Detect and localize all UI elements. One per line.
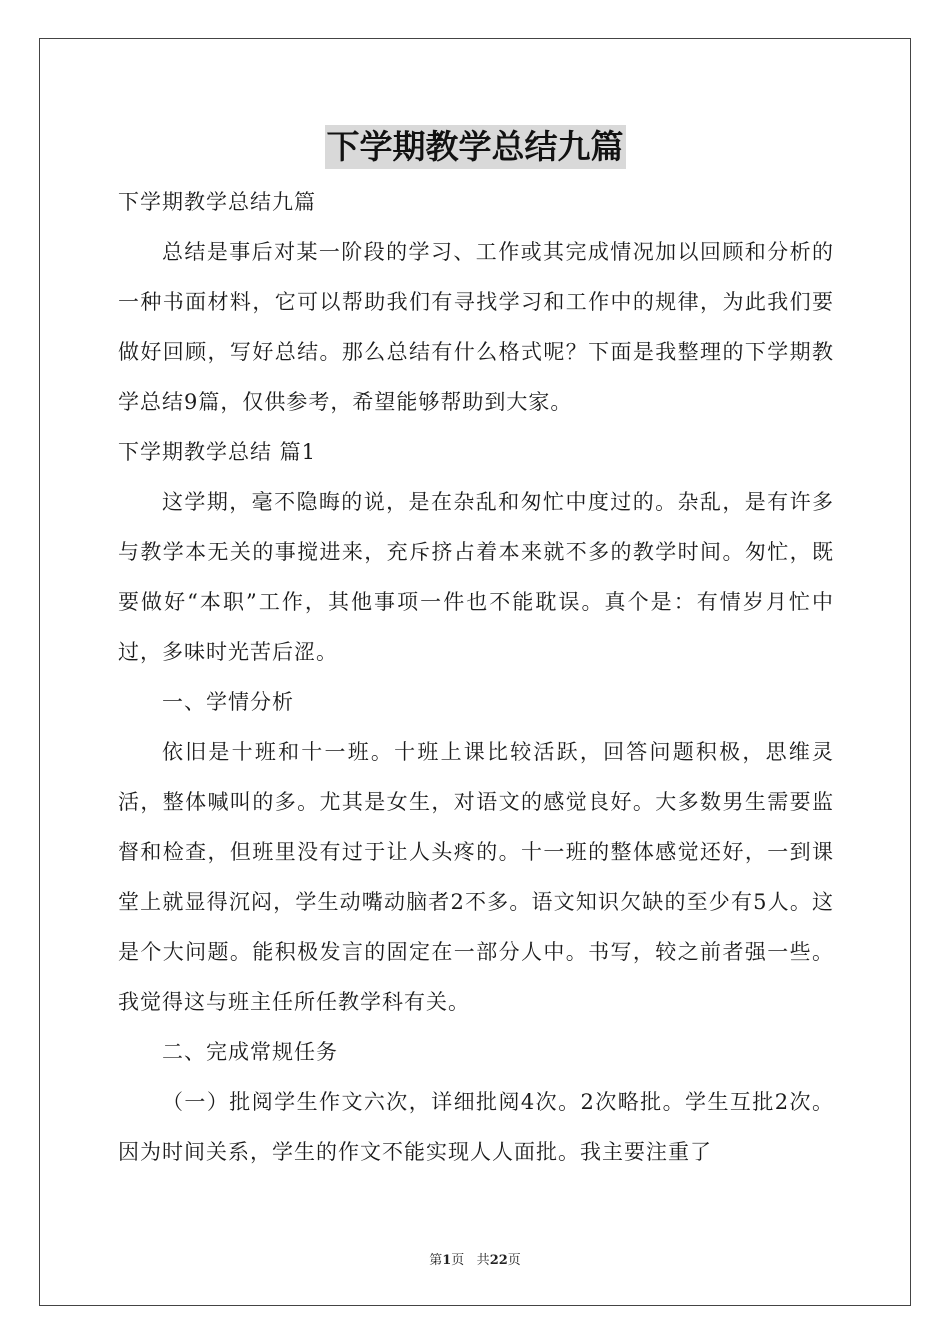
subheading: 一、学情分析 [162, 690, 294, 714]
subheading: 二、完成常规任务 [162, 1040, 338, 1064]
intro-paragraph: 总结是事后对某一阶段的学习、工作或其完成情况加以回顾和分析的一种书面材料，它可以帮助我们有寻找学习和工作中的规律，为此我们要做好回顾，写好总结。那么总结有什么格式呢？下面是我整理的下学期教学总结9篇，仅供参考，希望能够帮助到大家。 [118, 240, 834, 414]
section-heading: 下学期教学总结 篇1 [118, 440, 317, 464]
body-paragraph: 依旧是十班和十一班。十班上课比较活跃，回答问题积极，思维灵活，整体喊叫的多。尤其是女生，对语文的感觉良好。大多数男生需要监督和检查，但班里没有过于让人头疼的。十一班的整体感觉还好，一到课堂上就显得沉闷，学生动嘴动脑者2不多。语文知识欠缺的至少有5人。这是个大问题。能积极发言的固定在一部分人中。书写，较之前者强一些。我觉得这与班主任所任教学科有关。 [118, 740, 834, 1014]
subtitle-line: 下学期教学总结九篇 [118, 190, 316, 214]
page-label: 第 [429, 1253, 443, 1268]
document-title: 下学期教学总结九篇 [325, 125, 626, 169]
page-footer [0, 1249, 950, 1268]
body-paragraph: 这学期，毫不隐晦的说，是在杂乱和匆忙中度过的。杂乱，是有许多与教学本无关的事搅进来，充斥挤占着本来就不多的教学时间。匆忙，既要做好“本职”工作，其他事项一件也不能耽误。真个是：有情岁月忙中过，多味时光苦后涩。 [118, 490, 834, 664]
document-body [118, 177, 834, 1177]
total-unit: 页 [507, 1253, 521, 1268]
body-paragraph: （一）批阅学生作文六次，详细批阅4次。2次略批。学生互批2次。因为时间关系，学生的作文不能实现人人面批。我主要注重了 [118, 1090, 834, 1164]
total-label: 共 [476, 1253, 490, 1268]
page-unit: 页 [451, 1253, 465, 1268]
page-total: 22 [489, 1253, 508, 1268]
page-current: 1 [442, 1253, 452, 1268]
title-container [0, 125, 950, 169]
